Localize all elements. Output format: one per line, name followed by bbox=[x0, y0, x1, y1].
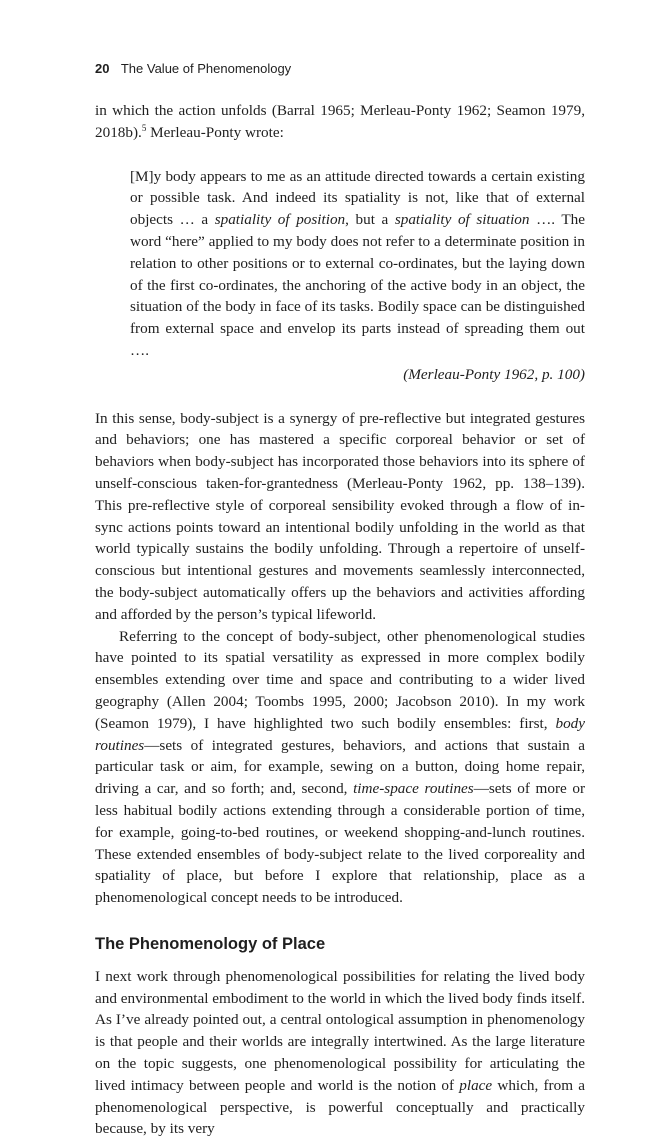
intro-text: in which the action unfolds (Barral 1965; Merleau-Ponty 1962; Seamon 1979, 2018b). bbox=[95, 102, 585, 141]
para3-text-a: I next work through phenomenological possibilities for relating the lived body and environmental embodiment to the world in which the lived body finds itself. As I’ve already pointed out, a central ontological assumption in phenomenology is that people and their worlds are integrally intertwined. As the large literature on the topic suggests, one phenomenological possibility for articulating the lived intimacy between people and world is the notion of bbox=[95, 967, 585, 1094]
section-heading: The Phenomenology of Place bbox=[95, 934, 326, 953]
footnote-marker: 5 bbox=[141, 122, 147, 133]
para2-emphasis-1: body routines bbox=[95, 714, 585, 754]
paragraph-1: In this sense, body-subject is a synergy of pre-reflective but integrated gestures and behaviors; one has mastered a specific corporeal behavior or set of behaviors when body-subject has incorporated those behaviors into its sphere of unself-conscious taken-for-grantedness (Merleau-Ponty 1962, pp. 138–139). This pre-reflective style of corporeal sensibility evoked through a flow of in-sync actions points toward an intentional bodily unfolding in the world as that world typically sustains the bodily unfolding. Through a repertoire of unself-conscious but intentional gestures and movements seamlessly interconnected, the body-subject automatically offers up the behaviors and activities affording and afforded by the person’s typical lifeworld. bbox=[95, 409, 585, 623]
intro-paragraph bbox=[95, 100, 585, 144]
page-number: 20 bbox=[95, 61, 110, 76]
para2-text-b: —sets of integrated gestures, behaviors, and actions that sustain a particular task or aim, for example, sewing on a button, doing home repair, driving a car, and so forth; and, second, bbox=[95, 736, 585, 798]
intro-text-2: Merleau-Ponty wrote: bbox=[146, 123, 284, 141]
para2-emphasis-2: time-space routines bbox=[353, 780, 474, 798]
book-page bbox=[95, 60, 585, 1140]
running-title: The Value of Phenomenology bbox=[120, 61, 292, 76]
paragraph-2 bbox=[95, 626, 585, 909]
paragraph-3 bbox=[95, 966, 585, 1140]
para3-text-b: which, from a phenomenological perspective, is powerful conceptually and practically because, by its very bbox=[95, 1076, 585, 1138]
para3-emphasis: place bbox=[459, 1076, 493, 1094]
block-quote bbox=[130, 166, 585, 386]
quote-emphasis-2: spatiality of situation bbox=[394, 211, 530, 229]
quote-text-b: , but a bbox=[345, 211, 395, 229]
para2-text-c: —sets of more or less habitual bodily actions extending through a considerable portion of time, for example, going-to-bed routines, or weekend shopping-and-lunch routines. These extended ensembles of body-subject relate to the lived corporeality and spatiality of place, but before I explore that relationship, place as a phenomenological concept needs to be introduced. bbox=[95, 780, 586, 907]
para2-text-a: Referring to the concept of body-subject, other phenomenological studies have pointed to its spatial versatility as expressed in more complex bodily ensembles extending over time and space and contributing to a wider lived geography (Allen 2004; Toombs 1995, 2000; Jacobson 2010). In my work (Seamon 1979), I have highlighted two such bodily ensembles: first, bbox=[95, 627, 585, 732]
quote-text-a: [M]y body appears to me as an attitude directed towards a certain existing or possible task. And indeed its spatiality is not, like that of external objects … a bbox=[130, 167, 585, 229]
quote-emphasis-1: spatiality of position bbox=[214, 211, 346, 229]
quote-text-c: …. The word “here” applied to my body does not refer to a determinate position in relation to other positions or to external co-ordinates, but the laying down of the first co-ordinates, the anchoring of the active body in an object, the situation of the body in face of its tasks. Bodily space can be distinguished from external space and envelop its parts instead of spreading them out …. bbox=[130, 211, 585, 359]
running-header bbox=[95, 60, 585, 78]
quote-citation: (Merleau-Ponty 1962, p. 100) bbox=[403, 365, 585, 383]
